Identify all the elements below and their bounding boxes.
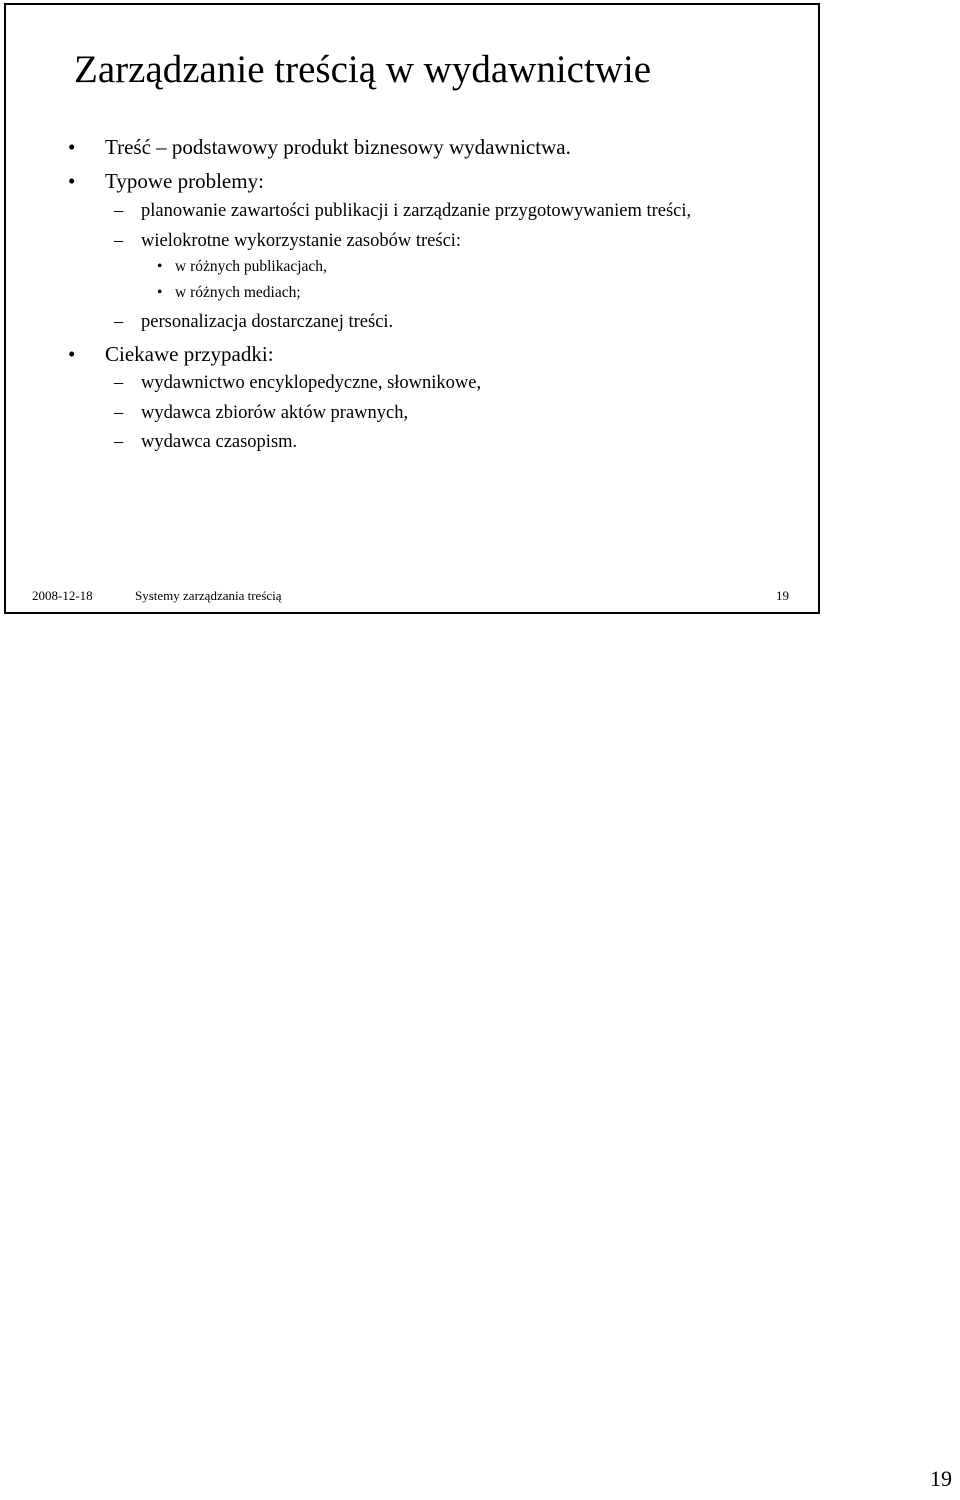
bullet-text: w różnych mediach;	[175, 284, 301, 301]
bullet-text: wydawnictwo encyklopedyczne, słownikowe,	[141, 373, 482, 393]
dash-marker: –	[114, 373, 124, 393]
bullet-text: Ciekawe przypadki:	[105, 342, 274, 366]
dash-marker: –	[114, 231, 124, 251]
bullet-text: personalizacja dostarczanej treści.	[141, 312, 394, 332]
bullet-text: w różnych publikacjach,	[175, 258, 327, 275]
dash-marker: –	[114, 201, 124, 221]
bullet-text: Treść – podstawowy produkt biznesowy wydawnictwa.	[105, 135, 571, 159]
bullet-marker: •	[68, 135, 76, 159]
footer-slide-number: 19	[776, 588, 789, 603]
dash-marker: –	[114, 312, 124, 332]
bullet-text: Typowe problemy:	[105, 169, 264, 193]
bullet-text: wydawca czasopism.	[141, 432, 298, 452]
bullet-marker: •	[157, 284, 163, 301]
dash-marker: –	[114, 432, 124, 452]
page-number: 19	[930, 1466, 952, 1491]
bullet-text: planowanie zawartości publikacji i zarządzanie przygotowywaniem treści,	[141, 201, 692, 221]
bullet-marker: •	[68, 342, 76, 366]
footer-date: 2008-12-18	[32, 588, 93, 603]
bullet-marker: •	[157, 258, 163, 275]
bullet-marker: •	[68, 169, 76, 193]
slide-title: Zarządzanie treścią w wydawnictwie	[74, 48, 652, 91]
bullet-text: wydawca zbiorów aktów prawnych,	[141, 403, 409, 423]
slide-frame	[4, 3, 820, 614]
bullet-text: wielokrotne wykorzystanie zasobów treści:	[141, 231, 462, 251]
dash-marker: –	[114, 403, 124, 423]
footer-course-title: Systemy zarządzania treścią	[135, 588, 282, 603]
